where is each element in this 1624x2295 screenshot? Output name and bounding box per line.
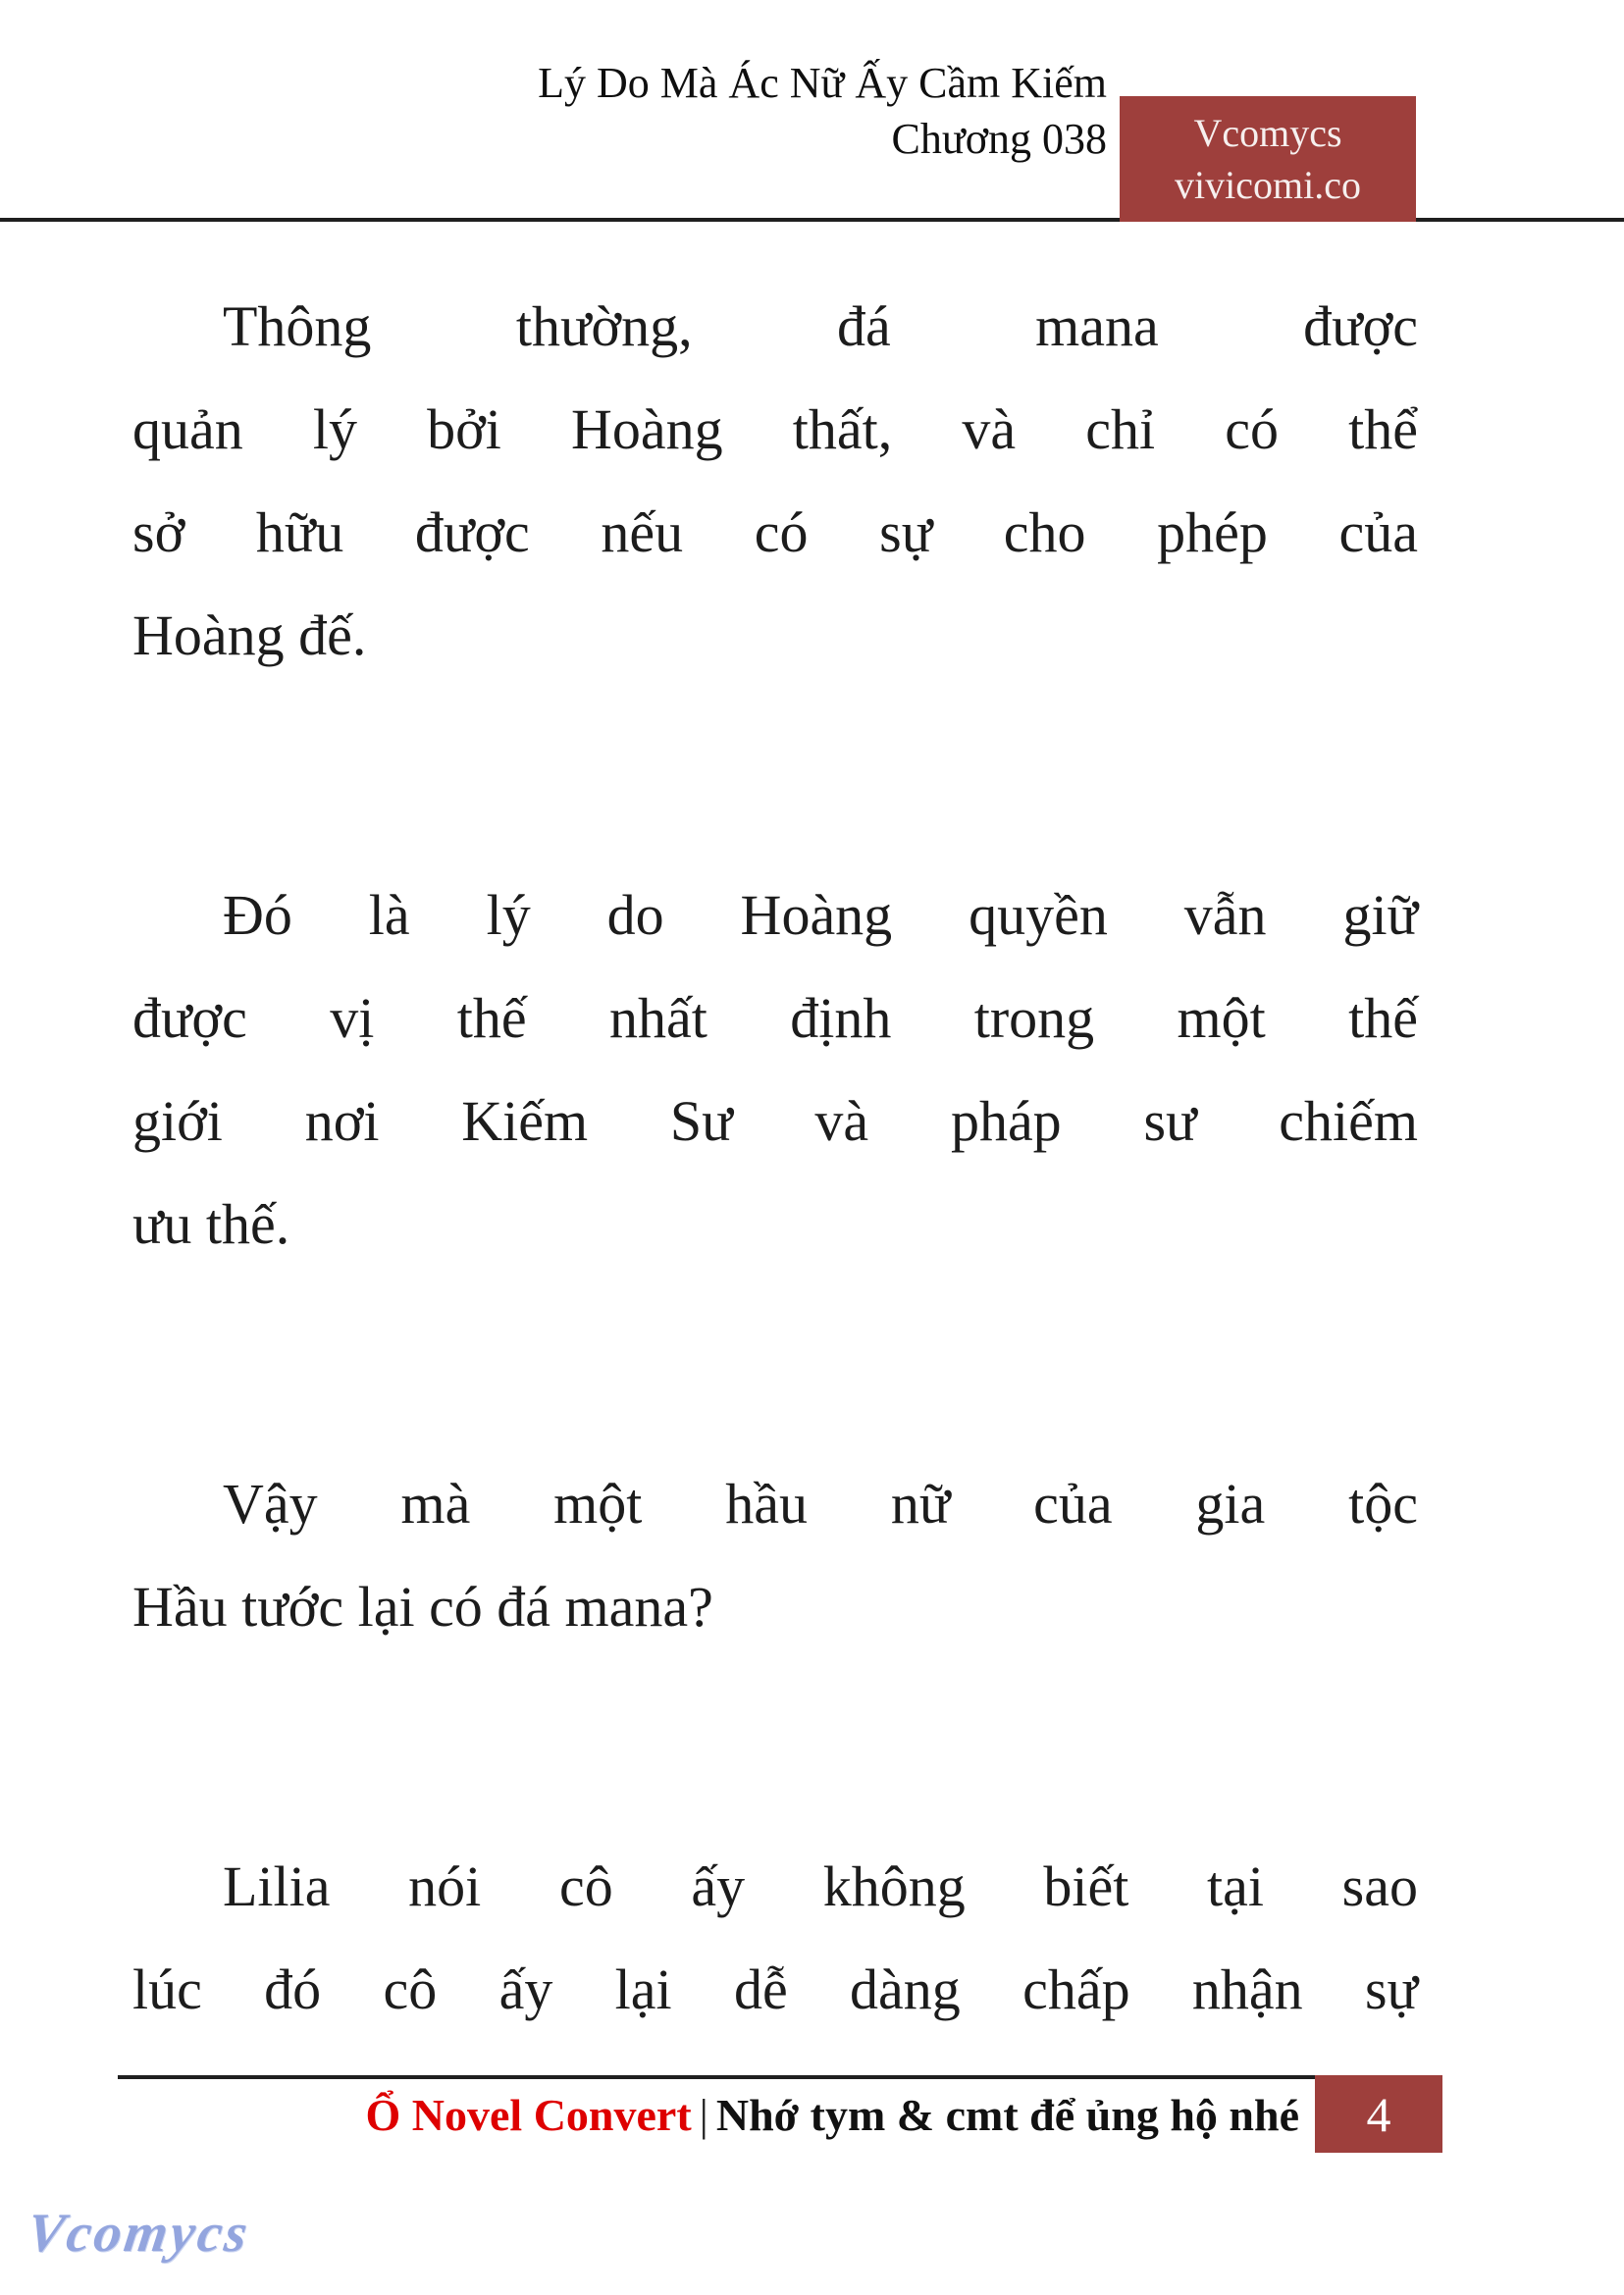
paragraph bbox=[132, 1452, 1418, 1658]
page-number-badge bbox=[1315, 2075, 1442, 2153]
vcomycs-logo: Vcomycs bbox=[23, 2203, 254, 2264]
paragraph bbox=[132, 863, 1418, 1276]
footer-separator: | bbox=[699, 2090, 708, 2140]
brand-name: Vcomycs bbox=[1193, 111, 1342, 155]
header-title-block bbox=[538, 55, 1107, 167]
page-footer bbox=[118, 2075, 1442, 2153]
text-line: quản lý bởi Hoàng thất, và chỉ có thể bbox=[132, 397, 1418, 461]
text-line: Thông thường, đá mana được bbox=[223, 294, 1418, 358]
footer-credit bbox=[366, 2079, 1316, 2141]
text-line: giới nơi Kiếm Sư và pháp sư chiếm bbox=[132, 1089, 1418, 1153]
text-line: Đó là lý do Hoàng quyền vẫn giữ bbox=[223, 883, 1418, 947]
chapter-label: Chương 038 bbox=[891, 115, 1107, 163]
page-header bbox=[0, 0, 1624, 222]
text-line: lúc đó cô ấy lại dễ dàng chấp nhận sự bbox=[132, 1957, 1418, 2021]
text-line: Hoàng đế. bbox=[132, 603, 367, 667]
brand-badge bbox=[1120, 96, 1416, 222]
text-line: ưu thế. bbox=[132, 1192, 290, 1256]
text-line: sở hữu được nếu có sự cho phép của bbox=[132, 500, 1418, 564]
paragraph bbox=[132, 1835, 1418, 2041]
text-line: được vị thế nhất định trong một thế bbox=[132, 986, 1418, 1050]
footer-message: Nhớ tym & cmt để ủng hộ nhé bbox=[715, 2090, 1299, 2140]
page-number: 4 bbox=[1366, 2086, 1391, 2142]
paragraph bbox=[132, 275, 1418, 687]
page-body bbox=[0, 222, 1624, 2041]
text-line: Lilia nói cô ấy không biết tại sao bbox=[223, 1854, 1418, 1918]
text-line: Hầu tước lại có đá mana? bbox=[132, 1575, 713, 1639]
brand-site: vivicomi.co bbox=[1175, 163, 1361, 207]
novel-title: Lý Do Mà Ác Nữ Ấy Cầm Kiếm bbox=[538, 59, 1107, 107]
text-line: Vậy mà một hầu nữ của gia tộc bbox=[223, 1472, 1418, 1536]
footer-brand: Ổ Novel Convert bbox=[365, 2090, 692, 2140]
